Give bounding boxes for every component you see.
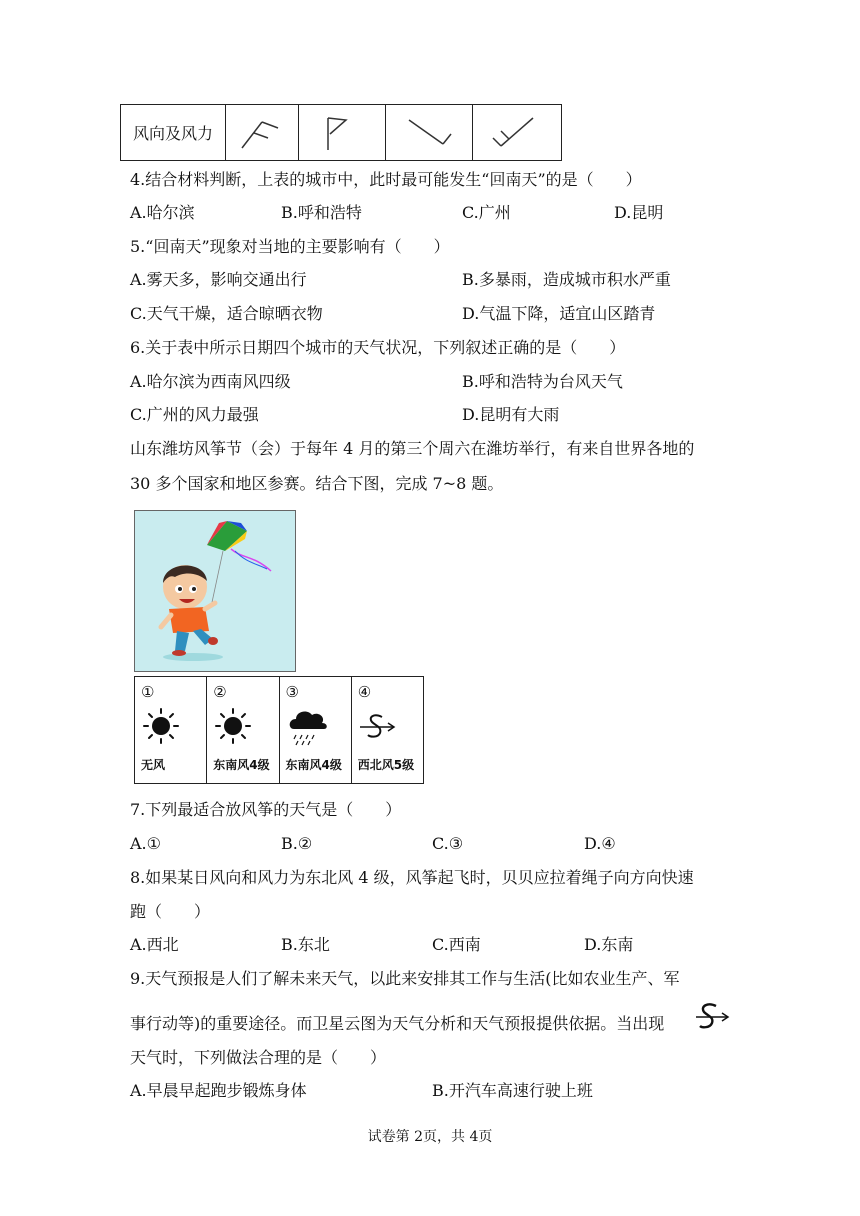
page-footer: 试卷第 2页，共 4页 [367,1129,493,1145]
q8-option-d[interactable]: D.东南 [584,935,634,954]
q7-option-b[interactable]: B.② [281,834,313,853]
q8-option-b[interactable]: B.东北 [281,935,330,954]
weather-num-3: ③ [285,683,299,701]
q4-option-c[interactable]: C.广州 [462,203,511,222]
q8-stem-line-2: 跑（ ） [130,902,211,921]
q4-stem: 4.结合材料判断，上表的城市中，此时最可能发生“回南天”的是（ ） [130,170,642,189]
q4-option-a[interactable]: A.哈尔滨 [130,203,195,222]
wind-table [120,104,562,161]
q8-option-c[interactable]: C.西南 [432,935,481,954]
intro-line-2: 30 多个国家和地区参赛。结合下图，完成 7~8 题。 [130,474,504,493]
wind-barb-4-icon [473,105,562,161]
q9-stem-line-1: 9.天气预报是人们了解未来天气，以此来安排其工作与生活(比如农业生产、军 [130,969,680,988]
sun-icon [141,705,191,747]
weather-label-1: 无风 [141,758,166,772]
q9-stem-line-3: 天气时，下列做法合理的是（ ） [130,1048,387,1067]
q6-option-d[interactable]: D.昆明有大雨 [462,405,560,424]
wind-barb-3-icon [386,105,473,161]
weather-cell-2 [207,677,279,783]
q6-option-b[interactable]: B.呼和浩特为台风天气 [462,372,623,391]
q4-option-d[interactable]: D.昆明 [614,203,664,222]
q5-stem: 5.“回南天”现象对当地的主要影响有（ ） [130,237,450,256]
q7-option-c[interactable]: C.③ [432,834,464,853]
q6-option-a[interactable]: A.哈尔滨为西南风四级 [130,372,291,391]
q9-option-b[interactable]: B.开汽车高速行驶上班 [432,1081,593,1100]
weather-label-3: 东南风4级 [285,758,342,772]
q5-option-a[interactable]: A.雾天多，影响交通出行 [130,270,307,289]
wind-barb-1-icon [226,105,299,161]
weather-num-4: ④ [357,683,372,701]
intro-line-1: 山东潍坊风筝节（会）于每年 4 月的第三个周六在潍坊举行，有来自世界各地的 [130,439,695,458]
q6-option-c[interactable]: C.广州的风力最强 [130,405,259,424]
rain-cloud-icon [286,705,336,747]
typhoon-icon [692,1000,732,1032]
q9-option-a[interactable]: A.早晨早起跑步锻炼身体 [130,1081,307,1100]
kite-icon [207,521,271,571]
kite-boy-illustration [134,510,296,672]
weather-options-table [134,676,424,784]
weather-num-1: ① [141,683,155,701]
wind-row-label: 风向及风力 [121,105,226,161]
weather-num-2: ② [213,683,227,701]
q9-stem-line-2: 事行动等)的重要途径。而卫星云图为天气分析和天气预报提供依据。当出现 [130,1014,665,1033]
weather-cell-4 [352,677,423,783]
weather-label-4: 西北风5级 [357,758,415,772]
q8-stem-line-1: 8.如果某日风向和风力为东北风 4 级，风筝起飞时，贝贝应拉着绳子向方向快速 [130,868,694,887]
q5-option-b[interactable]: B.多暴雨，造成城市积水严重 [462,270,671,289]
sun-icon [213,705,263,747]
weather-cell-3 [280,677,352,783]
q7-option-a[interactable]: A.① [130,834,161,853]
q8-option-a[interactable]: A.西北 [130,935,179,954]
q5-option-d[interactable]: D.气温下降，适宜山区踏青 [462,304,656,323]
weather-cell-1 [135,677,207,783]
q7-stem: 7.下列最适合放风筝的天气是（ ） [130,800,402,819]
typhoon-icon [358,705,408,747]
q5-option-c[interactable]: C.天气干燥，适合晾晒衣物 [130,304,323,323]
weather-label-2: 东南风4级 [213,758,270,772]
q6-stem: 6.关于表中所示日期四个城市的天气状况，下列叙述正确的是（ ） [130,338,626,357]
q7-option-d[interactable]: D.④ [584,834,616,853]
wind-flag-2-icon [299,105,386,161]
q4-option-b[interactable]: B.呼和浩特 [281,203,362,222]
